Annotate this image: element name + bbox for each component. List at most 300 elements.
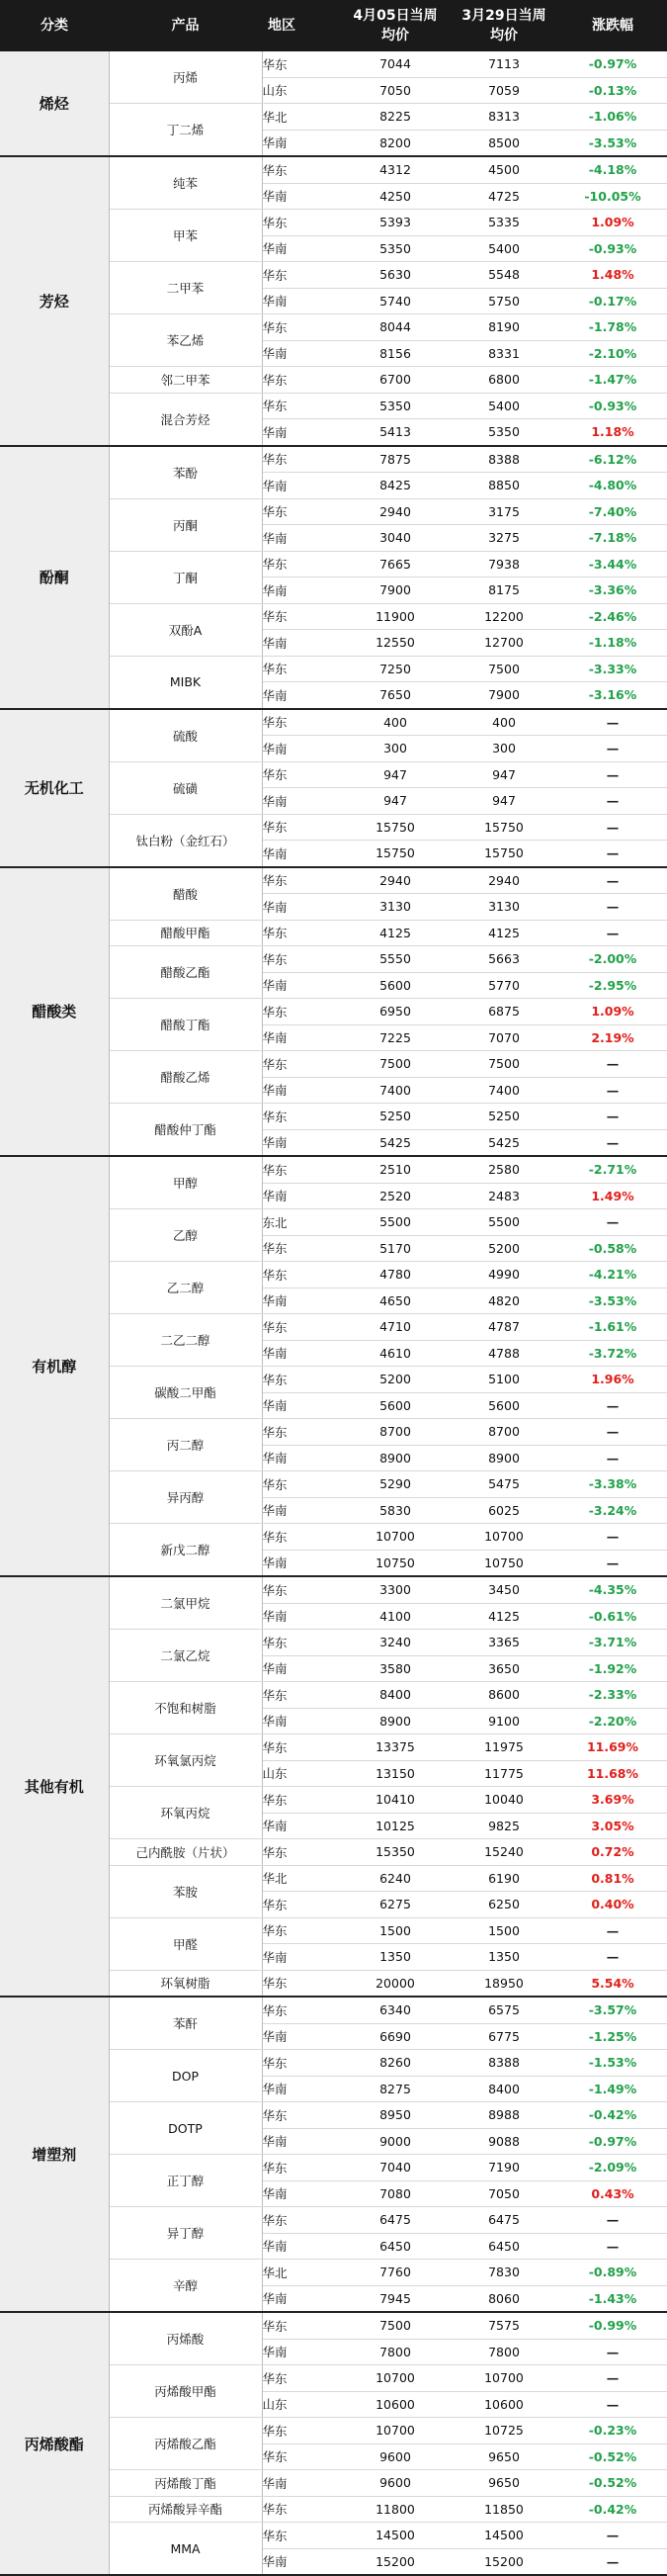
product-cell: 丙烯酸	[109, 2312, 262, 2365]
table-row	[0, 2312, 667, 2339]
region-cell: 华东	[262, 2523, 341, 2549]
category-cell: 无机化工	[0, 709, 109, 867]
price-previous-cell: 5400	[450, 393, 558, 419]
change-cell: -0.23%	[558, 2418, 667, 2444]
change-cell: -3.33%	[558, 656, 667, 682]
price-current-cell: 6275	[341, 1892, 450, 1918]
price-current-cell: 5250	[341, 1104, 450, 1130]
price-current-cell: 20000	[341, 1970, 450, 1997]
region-cell: 华东	[262, 867, 341, 894]
price-current-cell: 11900	[341, 603, 450, 630]
price-current-cell: 7225	[341, 1024, 450, 1051]
change-cell: —	[558, 736, 667, 762]
change-cell: -3.57%	[558, 1997, 667, 2023]
product-cell: 甲醇	[109, 1156, 262, 1209]
price-previous-cell: 4500	[450, 156, 558, 183]
product-cell: 双酚A	[109, 603, 262, 656]
price-current-cell: 7945	[341, 2285, 450, 2312]
region-cell: 华南	[262, 1445, 341, 1471]
price-current-cell: 5550	[341, 946, 450, 973]
region-cell: 华东	[262, 2102, 341, 2129]
price-previous-cell: 5600	[450, 1392, 558, 1419]
change-cell: 0.43%	[558, 2180, 667, 2207]
price-previous-cell: 5100	[450, 1367, 558, 1393]
price-previous-cell: 8060	[450, 2285, 558, 2312]
price-previous-cell: 4788	[450, 1340, 558, 1367]
price-current-cell: 15350	[341, 1839, 450, 1866]
price-current-cell: 13375	[341, 1734, 450, 1761]
region-cell: 华东	[262, 1235, 341, 1262]
region-cell: 华南	[262, 183, 341, 210]
change-cell: -1.61%	[558, 1314, 667, 1341]
region-cell: 华南	[262, 1183, 341, 1209]
product-cell: 丙烯	[109, 51, 262, 104]
change-cell: -3.38%	[558, 1471, 667, 1498]
price-current-cell: 4250	[341, 183, 450, 210]
category-cell: 芳烃	[0, 156, 109, 446]
region-cell: 东北	[262, 1209, 341, 1236]
region-cell: 华东	[262, 1682, 341, 1709]
price-current-cell: 7400	[341, 1077, 450, 1104]
product-cell: 丙烯酸丁酯	[109, 2470, 262, 2497]
price-current-cell: 1350	[341, 1944, 450, 1971]
product-cell: 乙醇	[109, 1209, 262, 1262]
price-current-cell: 8225	[341, 104, 450, 131]
region-cell: 华东	[262, 1262, 341, 1288]
price-previous-cell: 5250	[450, 1104, 558, 1130]
region-cell: 华东	[262, 2365, 341, 2392]
region-cell: 华东	[262, 210, 341, 236]
price-previous-cell: 6875	[450, 999, 558, 1025]
price-previous-cell: 18950	[450, 1970, 558, 1997]
region-cell: 华北	[262, 104, 341, 131]
price-current-cell: 3580	[341, 1655, 450, 1682]
price-previous-cell: 3275	[450, 525, 558, 552]
header-week2	[450, 0, 558, 51]
price-current-cell: 4650	[341, 1288, 450, 1314]
price-previous-cell: 9825	[450, 1813, 558, 1839]
table-row	[0, 1576, 667, 1603]
region-cell: 华南	[262, 1340, 341, 1367]
change-cell: -0.61%	[558, 1603, 667, 1630]
region-cell: 华东	[262, 2418, 341, 2444]
price-previous-cell: 7500	[450, 1051, 558, 1078]
price-previous-cell: 6190	[450, 1865, 558, 1892]
price-previous-cell: 9100	[450, 1708, 558, 1734]
product-cell: 新戊二醇	[109, 1524, 262, 1577]
price-previous-cell: 5770	[450, 972, 558, 999]
region-cell: 华南	[262, 235, 341, 262]
product-cell: 二甲苯	[109, 262, 262, 314]
price-current-cell: 5393	[341, 210, 450, 236]
change-cell: 5.54%	[558, 1970, 667, 1997]
price-previous-cell: 7900	[450, 682, 558, 709]
price-previous-cell: 8600	[450, 1682, 558, 1709]
product-cell: 苯酐	[109, 1997, 262, 2050]
header-region: 地区	[262, 0, 341, 51]
table-row	[0, 1997, 667, 2023]
price-previous-cell: 7500	[450, 656, 558, 682]
change-cell: —	[558, 894, 667, 921]
region-cell: 华南	[262, 2470, 341, 2497]
region-cell: 华南	[262, 1655, 341, 1682]
price-current-cell: 2940	[341, 867, 450, 894]
product-cell: 硫酸	[109, 709, 262, 762]
product-cell: 丙烯酸乙酯	[109, 2418, 262, 2470]
price-previous-cell: 3175	[450, 498, 558, 525]
change-cell: 3.05%	[558, 1813, 667, 1839]
change-cell: -1.43%	[558, 2285, 667, 2312]
price-current-cell: 10410	[341, 1787, 450, 1814]
price-previous-cell: 7113	[450, 51, 558, 77]
change-cell: —	[558, 709, 667, 736]
price-previous-cell: 8850	[450, 473, 558, 499]
change-cell: -2.71%	[558, 1156, 667, 1183]
price-previous-cell: 12200	[450, 603, 558, 630]
table-row	[0, 1156, 667, 1183]
change-cell: -4.35%	[558, 1576, 667, 1603]
change-cell: 1.48%	[558, 262, 667, 289]
price-current-cell: 10600	[341, 2391, 450, 2418]
price-current-cell: 15200	[341, 2548, 450, 2575]
header-week1	[341, 0, 450, 51]
price-previous-cell: 6575	[450, 1997, 558, 2023]
region-cell: 华南	[262, 288, 341, 314]
price-current-cell: 6690	[341, 2023, 450, 2050]
change-cell: 11.69%	[558, 1734, 667, 1761]
price-previous-cell: 8500	[450, 130, 558, 156]
product-cell: 钛白粉（金红石）	[109, 814, 262, 867]
change-cell: -2.00%	[558, 946, 667, 973]
region-cell: 华东	[262, 1970, 341, 1997]
price-previous-cell: 8175	[450, 577, 558, 604]
region-cell: 华南	[262, 1708, 341, 1734]
price-previous-cell: 11975	[450, 1734, 558, 1761]
price-previous-cell: 9650	[450, 2470, 558, 2497]
header-category: 分类	[0, 0, 109, 51]
product-cell: 丙烯酸异辛酯	[109, 2496, 262, 2523]
change-cell: 1.09%	[558, 210, 667, 236]
product-cell: 环氧丙烷	[109, 1787, 262, 1839]
region-cell: 华东	[262, 51, 341, 77]
region-cell: 华东	[262, 367, 341, 394]
change-cell: -0.58%	[558, 1235, 667, 1262]
change-cell: —	[558, 1209, 667, 1236]
header-week1-line2: 均价	[381, 28, 409, 44]
price-previous-cell: 8400	[450, 2076, 558, 2102]
region-cell: 华东	[262, 709, 341, 736]
change-cell: -0.93%	[558, 393, 667, 419]
price-current-cell: 15750	[341, 814, 450, 841]
price-previous-cell: 7575	[450, 2312, 558, 2339]
price-previous-cell: 10750	[450, 1550, 558, 1576]
price-previous-cell: 1350	[450, 1944, 558, 1971]
region-cell: 华东	[262, 656, 341, 682]
region-cell: 华南	[262, 788, 341, 815]
price-previous-cell: 10700	[450, 1524, 558, 1551]
region-cell: 华南	[262, 1129, 341, 1156]
region-cell: 华东	[262, 1524, 341, 1551]
change-cell: -1.53%	[558, 2050, 667, 2077]
price-previous-cell: 10040	[450, 1787, 558, 1814]
price-current-cell: 8425	[341, 473, 450, 499]
price-previous-cell: 5400	[450, 235, 558, 262]
price-previous-cell: 11775	[450, 1760, 558, 1787]
category-cell: 烯烃	[0, 51, 109, 156]
price-previous-cell: 14500	[450, 2523, 558, 2549]
price-current-cell: 5600	[341, 1392, 450, 1419]
price-previous-cell: 5200	[450, 1235, 558, 1262]
change-cell: -0.52%	[558, 2443, 667, 2470]
region-cell: 华东	[262, 262, 341, 289]
change-cell: 11.68%	[558, 1760, 667, 1787]
region-cell: 华东	[262, 1314, 341, 1341]
price-current-cell: 5170	[341, 1235, 450, 1262]
change-cell: -2.10%	[558, 340, 667, 367]
change-cell: -4.21%	[558, 1262, 667, 1288]
product-cell: 环氧氯丙烷	[109, 1734, 262, 1787]
change-cell: -1.78%	[558, 314, 667, 341]
change-cell: -1.25%	[558, 2023, 667, 2050]
price-previous-cell: 3450	[450, 1576, 558, 1603]
header-week2-line1: 3月29日当周	[461, 8, 546, 24]
product-cell: DOP	[109, 2050, 262, 2102]
change-cell: -7.18%	[558, 525, 667, 552]
change-cell: —	[558, 2207, 667, 2234]
price-current-cell: 8900	[341, 1445, 450, 1471]
table-row	[0, 51, 667, 77]
change-cell: —	[558, 788, 667, 815]
change-cell: -3.71%	[558, 1630, 667, 1656]
header-change: 涨跌幅	[558, 0, 667, 51]
region-cell: 华东	[262, 1471, 341, 1498]
change-cell: —	[558, 1129, 667, 1156]
product-cell: 乙二醇	[109, 1262, 262, 1314]
region-cell: 华南	[262, 1603, 341, 1630]
region-cell: 华东	[262, 446, 341, 473]
change-cell: —	[558, 2365, 667, 2392]
price-current-cell: 6475	[341, 2207, 450, 2234]
price-current-cell: 12550	[341, 630, 450, 657]
product-cell: 碳酸二甲酯	[109, 1367, 262, 1419]
region-cell: 华东	[262, 1997, 341, 2023]
price-previous-cell: 2580	[450, 1156, 558, 1183]
region-cell: 华东	[262, 2050, 341, 2077]
price-previous-cell: 8313	[450, 104, 558, 131]
price-previous-cell: 15240	[450, 1839, 558, 1866]
header-week1-line1: 4月05日当周	[353, 8, 438, 24]
category-cell: 酚酮	[0, 446, 109, 709]
region-cell: 华南	[262, 1497, 341, 1524]
change-cell: —	[558, 2548, 667, 2575]
price-current-cell: 10125	[341, 1813, 450, 1839]
region-cell: 华南	[262, 130, 341, 156]
change-cell: -3.53%	[558, 130, 667, 156]
price-previous-cell: 15750	[450, 814, 558, 841]
price-previous-cell: 15200	[450, 2548, 558, 2575]
product-cell: 醋酸乙酯	[109, 946, 262, 999]
change-cell: —	[558, 1419, 667, 1446]
price-current-cell: 7900	[341, 577, 450, 604]
product-cell: 二氯甲烷	[109, 1576, 262, 1630]
price-previous-cell: 6025	[450, 1497, 558, 1524]
price-current-cell: 13150	[341, 1760, 450, 1787]
price-previous-cell: 7190	[450, 2155, 558, 2181]
header-row	[0, 0, 667, 51]
price-current-cell: 7760	[341, 2260, 450, 2286]
price-current-cell: 2940	[341, 498, 450, 525]
change-cell: -2.20%	[558, 1708, 667, 1734]
region-cell: 华东	[262, 946, 341, 973]
region-cell: 华东	[262, 1156, 341, 1183]
price-current-cell: 9600	[341, 2443, 450, 2470]
product-cell: 丙酮	[109, 498, 262, 551]
price-current-cell: 6950	[341, 999, 450, 1025]
product-cell: 苯乙烯	[109, 314, 262, 367]
region-cell: 华南	[262, 2233, 341, 2260]
table-row	[0, 867, 667, 894]
product-cell: 甲醛	[109, 1917, 262, 1970]
price-current-cell: 10700	[341, 2418, 450, 2444]
price-current-cell: 7665	[341, 551, 450, 577]
table-row	[0, 709, 667, 736]
product-cell: 异丙醇	[109, 1471, 262, 1524]
price-current-cell: 8156	[341, 340, 450, 367]
region-cell: 华东	[262, 603, 341, 630]
region-cell: 华东	[262, 2207, 341, 2234]
product-cell: 醋酸甲酯	[109, 920, 262, 946]
price-current-cell: 6700	[341, 367, 450, 394]
price-current-cell: 5740	[341, 288, 450, 314]
change-cell: -0.97%	[558, 2128, 667, 2155]
change-cell: —	[558, 1944, 667, 1971]
price-current-cell: 8700	[341, 1419, 450, 1446]
product-cell: 醋酸仲丁酯	[109, 1104, 262, 1157]
region-cell: 华东	[262, 1419, 341, 1446]
price-current-cell: 7050	[341, 77, 450, 104]
price-current-cell: 7875	[341, 446, 450, 473]
category-cell: 增塑剂	[0, 1997, 109, 2312]
region-cell: 华南	[262, 1813, 341, 1839]
change-cell: -4.18%	[558, 156, 667, 183]
price-current-cell: 5200	[341, 1367, 450, 1393]
category-cell: 有机醇	[0, 1156, 109, 1576]
product-cell: 甲苯	[109, 210, 262, 262]
change-cell: 1.49%	[558, 1183, 667, 1209]
price-previous-cell: 10700	[450, 2365, 558, 2392]
price-previous-cell: 5425	[450, 1129, 558, 1156]
region-cell: 华南	[262, 2180, 341, 2207]
price-previous-cell: 5548	[450, 262, 558, 289]
price-current-cell: 5350	[341, 235, 450, 262]
price-previous-cell: 3130	[450, 894, 558, 921]
product-cell: 丁二烯	[109, 104, 262, 157]
price-current-cell: 7800	[341, 2339, 450, 2365]
price-previous-cell: 8988	[450, 2102, 558, 2129]
region-cell: 华南	[262, 2548, 341, 2575]
price-current-cell: 4125	[341, 920, 450, 946]
price-previous-cell: 4820	[450, 1288, 558, 1314]
product-cell: MIBK	[109, 656, 262, 709]
price-previous-cell: 947	[450, 788, 558, 815]
change-cell: -0.93%	[558, 235, 667, 262]
region-cell: 华东	[262, 1367, 341, 1393]
change-cell: —	[558, 2523, 667, 2549]
price-current-cell: 15750	[341, 841, 450, 867]
region-cell: 华南	[262, 1024, 341, 1051]
price-previous-cell: 8388	[450, 2050, 558, 2077]
product-cell: 邻二甲苯	[109, 367, 262, 394]
product-cell: 丙烯酸甲酯	[109, 2365, 262, 2418]
change-cell: -1.47%	[558, 367, 667, 394]
price-previous-cell: 7070	[450, 1024, 558, 1051]
product-cell: DOTP	[109, 2102, 262, 2155]
price-current-cell: 5413	[341, 419, 450, 446]
change-cell: -2.46%	[558, 603, 667, 630]
change-cell: 0.81%	[558, 1865, 667, 1892]
price-current-cell: 10700	[341, 2365, 450, 2392]
price-previous-cell: 4125	[450, 1603, 558, 1630]
price-previous-cell: 947	[450, 761, 558, 788]
price-current-cell: 8044	[341, 314, 450, 341]
price-previous-cell: 5663	[450, 946, 558, 973]
product-cell: 己内酰胺（片状）	[109, 1839, 262, 1866]
price-current-cell: 5500	[341, 1209, 450, 1236]
change-cell: -0.13%	[558, 77, 667, 104]
price-previous-cell: 9650	[450, 2443, 558, 2470]
region-cell: 华南	[262, 419, 341, 446]
price-previous-cell: 10600	[450, 2391, 558, 2418]
price-previous-cell: 9088	[450, 2128, 558, 2155]
change-cell: -0.52%	[558, 2470, 667, 2497]
price-current-cell: 400	[341, 709, 450, 736]
price-current-cell: 2510	[341, 1156, 450, 1183]
price-previous-cell: 400	[450, 709, 558, 736]
change-cell: —	[558, 1524, 667, 1551]
price-previous-cell: 7830	[450, 2260, 558, 2286]
price-previous-cell: 6450	[450, 2233, 558, 2260]
product-cell: 丙二醇	[109, 1419, 262, 1471]
price-previous-cell: 4990	[450, 1262, 558, 1288]
price-previous-cell: 7400	[450, 1077, 558, 1104]
price-previous-cell: 7800	[450, 2339, 558, 2365]
price-current-cell: 14500	[341, 2523, 450, 2549]
change-cell: —	[558, 1051, 667, 1078]
region-cell: 华东	[262, 393, 341, 419]
price-current-cell: 3300	[341, 1576, 450, 1603]
change-cell: —	[558, 2339, 667, 2365]
change-cell: -0.97%	[558, 51, 667, 77]
price-current-cell: 5425	[341, 1129, 450, 1156]
change-cell: -2.33%	[558, 1682, 667, 1709]
region-cell: 华东	[262, 1576, 341, 1603]
region-cell: 华东	[262, 1892, 341, 1918]
change-cell: —	[558, 2233, 667, 2260]
region-cell: 华南	[262, 2128, 341, 2155]
price-previous-cell: 11850	[450, 2496, 558, 2523]
region-cell: 华东	[262, 1734, 341, 1761]
region-cell: 华南	[262, 2339, 341, 2365]
price-previous-cell: 7050	[450, 2180, 558, 2207]
table-row	[0, 156, 667, 183]
region-cell: 华南	[262, 841, 341, 867]
region-cell: 华东	[262, 551, 341, 577]
price-previous-cell: 4725	[450, 183, 558, 210]
change-cell: —	[558, 2391, 667, 2418]
change-cell: —	[558, 1104, 667, 1130]
change-cell: -0.42%	[558, 2102, 667, 2129]
region-cell: 华东	[262, 2443, 341, 2470]
